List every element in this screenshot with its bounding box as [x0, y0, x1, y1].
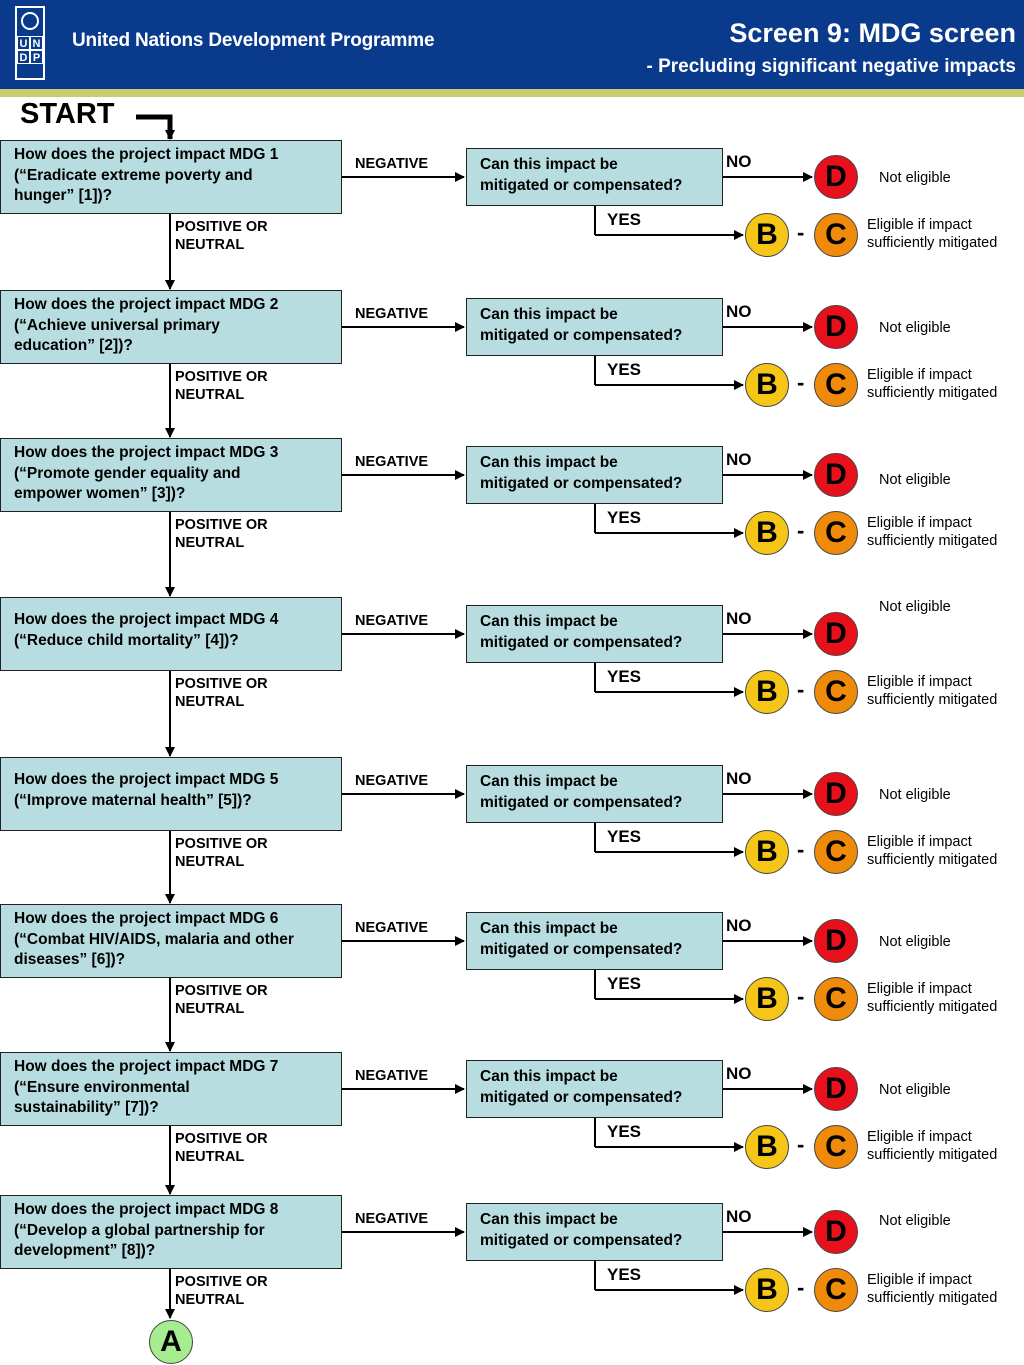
- eligible-label-line2: sufficiently mitigated: [867, 999, 998, 1015]
- mdg-question-box: [0, 140, 342, 214]
- outcome-separator: -: [797, 837, 805, 862]
- question-line: (“Eradicate extreme poverty and: [14, 166, 253, 184]
- yes-label: YES: [607, 974, 642, 993]
- mitigate-line: Can this impact be: [480, 920, 618, 937]
- not-eligible-label: Not eligible: [879, 1082, 951, 1098]
- positive-label-line1: POSITIVE OR: [175, 517, 268, 533]
- eligible-label-line1: Eligible if impact: [867, 515, 972, 531]
- page-title: Screen 9: MDG screen: [729, 18, 1016, 48]
- outcome-separator: -: [797, 677, 805, 702]
- mitigate-line: mitigated or compensated?: [480, 326, 683, 344]
- question-line: (“Combat HIV/AIDS, malaria and other: [14, 930, 294, 948]
- page-subtitle: - Precluding significant negative impacts: [646, 56, 1016, 77]
- question-line: How does the project impact MDG 2: [14, 296, 279, 313]
- outcome-d-circle: D: [814, 612, 858, 656]
- outcome-b-circle: B: [745, 830, 789, 874]
- no-label: NO: [726, 302, 752, 321]
- mitigate-question-box: [466, 148, 723, 206]
- logo-letter: U: [17, 36, 30, 50]
- mitigate-question-box: [466, 446, 723, 504]
- question-line: (“Reduce child mortality” [4])?: [14, 631, 239, 649]
- mitigate-line: Can this impact be: [480, 306, 618, 323]
- mitigate-line: Can this impact be: [480, 1211, 618, 1228]
- negative-label: NEGATIVE: [355, 920, 429, 936]
- outcome-c-circle: C: [814, 830, 858, 874]
- yes-label: YES: [607, 827, 642, 846]
- mdg-question-box: [0, 757, 342, 831]
- question-line: empower women” [3])?: [14, 485, 186, 502]
- outcome-c-circle: C: [814, 977, 858, 1021]
- no-label: NO: [726, 152, 752, 171]
- outcome-c-circle: C: [814, 1125, 858, 1169]
- question-line: How does the project impact MDG 4: [14, 611, 279, 628]
- outcome-b-circle: B: [745, 213, 789, 257]
- negative-label: NEGATIVE: [355, 454, 429, 470]
- mitigate-line: mitigated or compensated?: [480, 1088, 683, 1106]
- no-label: NO: [726, 769, 752, 788]
- positive-label-line2: NEUTRAL: [175, 1149, 245, 1165]
- outcome-d-circle: D: [814, 305, 858, 349]
- outcome-separator: -: [797, 984, 805, 1009]
- positive-label-line2: NEUTRAL: [175, 387, 245, 403]
- outcome-c-circle: C: [814, 213, 858, 257]
- mitigate-line: mitigated or compensated?: [480, 633, 683, 651]
- no-label: NO: [726, 609, 752, 628]
- question-line: How does the project impact MDG 8: [14, 1201, 279, 1218]
- outcome-d-circle: D: [814, 155, 858, 199]
- outcome-b-circle: B: [745, 1125, 789, 1169]
- org-name: United Nations Development Programme: [72, 30, 435, 51]
- logo-letter: N: [30, 36, 43, 50]
- outcome-c-circle: C: [814, 1268, 858, 1312]
- mitigate-line: Can this impact be: [480, 1068, 618, 1085]
- question-line: How does the project impact MDG 5: [14, 771, 279, 788]
- eligible-label-line1: Eligible if impact: [867, 981, 972, 997]
- positive-label-line1: POSITIVE OR: [175, 369, 268, 385]
- mitigate-line: Can this impact be: [480, 773, 618, 790]
- question-line: (“Achieve universal primary: [14, 316, 220, 334]
- mitigate-question-box: [466, 765, 723, 823]
- eligible-label-line2: sufficiently mitigated: [867, 533, 998, 549]
- question-line: How does the project impact MDG 7: [14, 1058, 279, 1075]
- positive-label-line2: NEUTRAL: [175, 535, 245, 551]
- eligible-label-line1: Eligible if impact: [867, 834, 972, 850]
- outcome-separator: -: [797, 1132, 805, 1157]
- start-arrow: [136, 117, 170, 139]
- mdg-question-box: [0, 597, 342, 671]
- not-eligible-label: Not eligible: [879, 320, 951, 336]
- question-line: How does the project impact MDG 1: [14, 146, 279, 163]
- outcome-b-circle: B: [745, 1268, 789, 1312]
- outcome-separator: -: [797, 1275, 805, 1300]
- mitigate-line: Can this impact be: [480, 613, 618, 630]
- not-eligible-label: Not eligible: [879, 599, 951, 615]
- question-line: (“Develop a global partnership for: [14, 1221, 265, 1239]
- outcome-d-circle: D: [814, 453, 858, 497]
- mdg-question-box: [0, 904, 342, 978]
- mitigate-line: mitigated or compensated?: [480, 793, 683, 811]
- mitigate-line: mitigated or compensated?: [480, 474, 683, 492]
- not-eligible-label: Not eligible: [879, 472, 951, 488]
- yes-label: YES: [607, 1265, 642, 1284]
- start-label: START: [20, 98, 115, 130]
- mdg-question-box: [0, 290, 342, 364]
- positive-label-line2: NEUTRAL: [175, 237, 245, 253]
- question-line: development” [8])?: [14, 1242, 156, 1259]
- eligible-label-line2: sufficiently mitigated: [867, 852, 998, 868]
- negative-label: NEGATIVE: [355, 1211, 429, 1227]
- question-line: (“Improve maternal health” [5])?: [14, 791, 252, 809]
- mitigate-line: Can this impact be: [480, 454, 618, 471]
- no-label: NO: [726, 916, 752, 935]
- outcome-c-circle: C: [814, 363, 858, 407]
- eligible-label-line1: Eligible if impact: [867, 674, 972, 690]
- mitigate-line: mitigated or compensated?: [480, 1231, 683, 1249]
- not-eligible-label: Not eligible: [879, 787, 951, 803]
- positive-label-line2: NEUTRAL: [175, 854, 245, 870]
- eligible-label-line1: Eligible if impact: [867, 367, 972, 383]
- eligible-label-line2: sufficiently mitigated: [867, 1147, 998, 1163]
- mitigate-question-box: [466, 1203, 723, 1261]
- question-line: (“Ensure environmental: [14, 1078, 190, 1096]
- not-eligible-label: Not eligible: [879, 1213, 951, 1229]
- question-line: diseases” [6])?: [14, 951, 126, 968]
- negative-label: NEGATIVE: [355, 613, 429, 629]
- positive-label-line2: NEUTRAL: [175, 1001, 245, 1017]
- mitigate-question-box: [466, 298, 723, 356]
- mitigate-question-box: [466, 605, 723, 663]
- positive-label-line1: POSITIVE OR: [175, 219, 268, 235]
- outcome-separator: -: [797, 370, 805, 395]
- eligible-label-line2: sufficiently mitigated: [867, 235, 998, 251]
- negative-label: NEGATIVE: [355, 306, 429, 322]
- outcome-b-circle: B: [745, 977, 789, 1021]
- mitigate-line: mitigated or compensated?: [480, 176, 683, 194]
- positive-label-line1: POSITIVE OR: [175, 836, 268, 852]
- question-line: education” [2])?: [14, 337, 133, 354]
- yes-label: YES: [607, 1122, 642, 1141]
- logo-letter: P: [30, 50, 43, 64]
- outcome-separator: -: [797, 518, 805, 543]
- outcome-d-circle: D: [814, 1067, 858, 1111]
- mdg-question-box: [0, 438, 342, 512]
- question-line: sustainability” [7])?: [14, 1099, 159, 1116]
- eligible-label-line2: sufficiently mitigated: [867, 1290, 998, 1306]
- eligible-label-line1: Eligible if impact: [867, 1129, 972, 1145]
- question-line: hunger” [1])?: [14, 187, 113, 204]
- question-line: How does the project impact MDG 3: [14, 444, 279, 461]
- eligible-label-line2: sufficiently mitigated: [867, 385, 998, 401]
- eligible-label-line1: Eligible if impact: [867, 1272, 972, 1288]
- question-line: How does the project impact MDG 6: [14, 910, 279, 927]
- positive-label-line1: POSITIVE OR: [175, 1274, 268, 1290]
- positive-label-line2: NEUTRAL: [175, 1292, 245, 1308]
- mitigate-line: mitigated or compensated?: [480, 940, 683, 958]
- mitigate-line: Can this impact be: [480, 156, 618, 173]
- yes-label: YES: [607, 667, 642, 686]
- positive-label-line1: POSITIVE OR: [175, 676, 268, 692]
- not-eligible-label: Not eligible: [879, 934, 951, 950]
- negative-label: NEGATIVE: [355, 156, 429, 172]
- eligible-label-line1: Eligible if impact: [867, 217, 972, 233]
- positive-label-line2: NEUTRAL: [175, 694, 245, 710]
- outcome-d-circle: D: [814, 1210, 858, 1254]
- positive-label-line1: POSITIVE OR: [175, 983, 268, 999]
- outcome-separator: -: [797, 220, 805, 245]
- mitigate-question-box: [466, 1060, 723, 1118]
- outcome-c-circle: C: [814, 670, 858, 714]
- logo-letter: D: [17, 50, 30, 64]
- no-label: NO: [726, 450, 752, 469]
- eligible-label-line2: sufficiently mitigated: [867, 692, 998, 708]
- no-label: NO: [726, 1064, 752, 1083]
- end-node-a: A: [149, 1320, 193, 1364]
- not-eligible-label: Not eligible: [879, 170, 951, 186]
- positive-label-line1: POSITIVE OR: [175, 1131, 268, 1147]
- mdg-question-box: [0, 1052, 342, 1126]
- negative-label: NEGATIVE: [355, 1068, 429, 1084]
- outcome-d-circle: D: [814, 772, 858, 816]
- outcome-b-circle: B: [745, 511, 789, 555]
- yes-label: YES: [607, 210, 642, 229]
- no-label: NO: [726, 1207, 752, 1226]
- outcome-b-circle: B: [745, 363, 789, 407]
- mitigate-question-box: [466, 912, 723, 970]
- question-line: (“Promote gender equality and: [14, 464, 241, 482]
- mdg-question-box: [0, 1195, 342, 1269]
- yes-label: YES: [607, 360, 642, 379]
- negative-label: NEGATIVE: [355, 773, 429, 789]
- yes-label: YES: [607, 508, 642, 527]
- outcome-c-circle: C: [814, 511, 858, 555]
- outcome-d-circle: D: [814, 919, 858, 963]
- outcome-b-circle: B: [745, 670, 789, 714]
